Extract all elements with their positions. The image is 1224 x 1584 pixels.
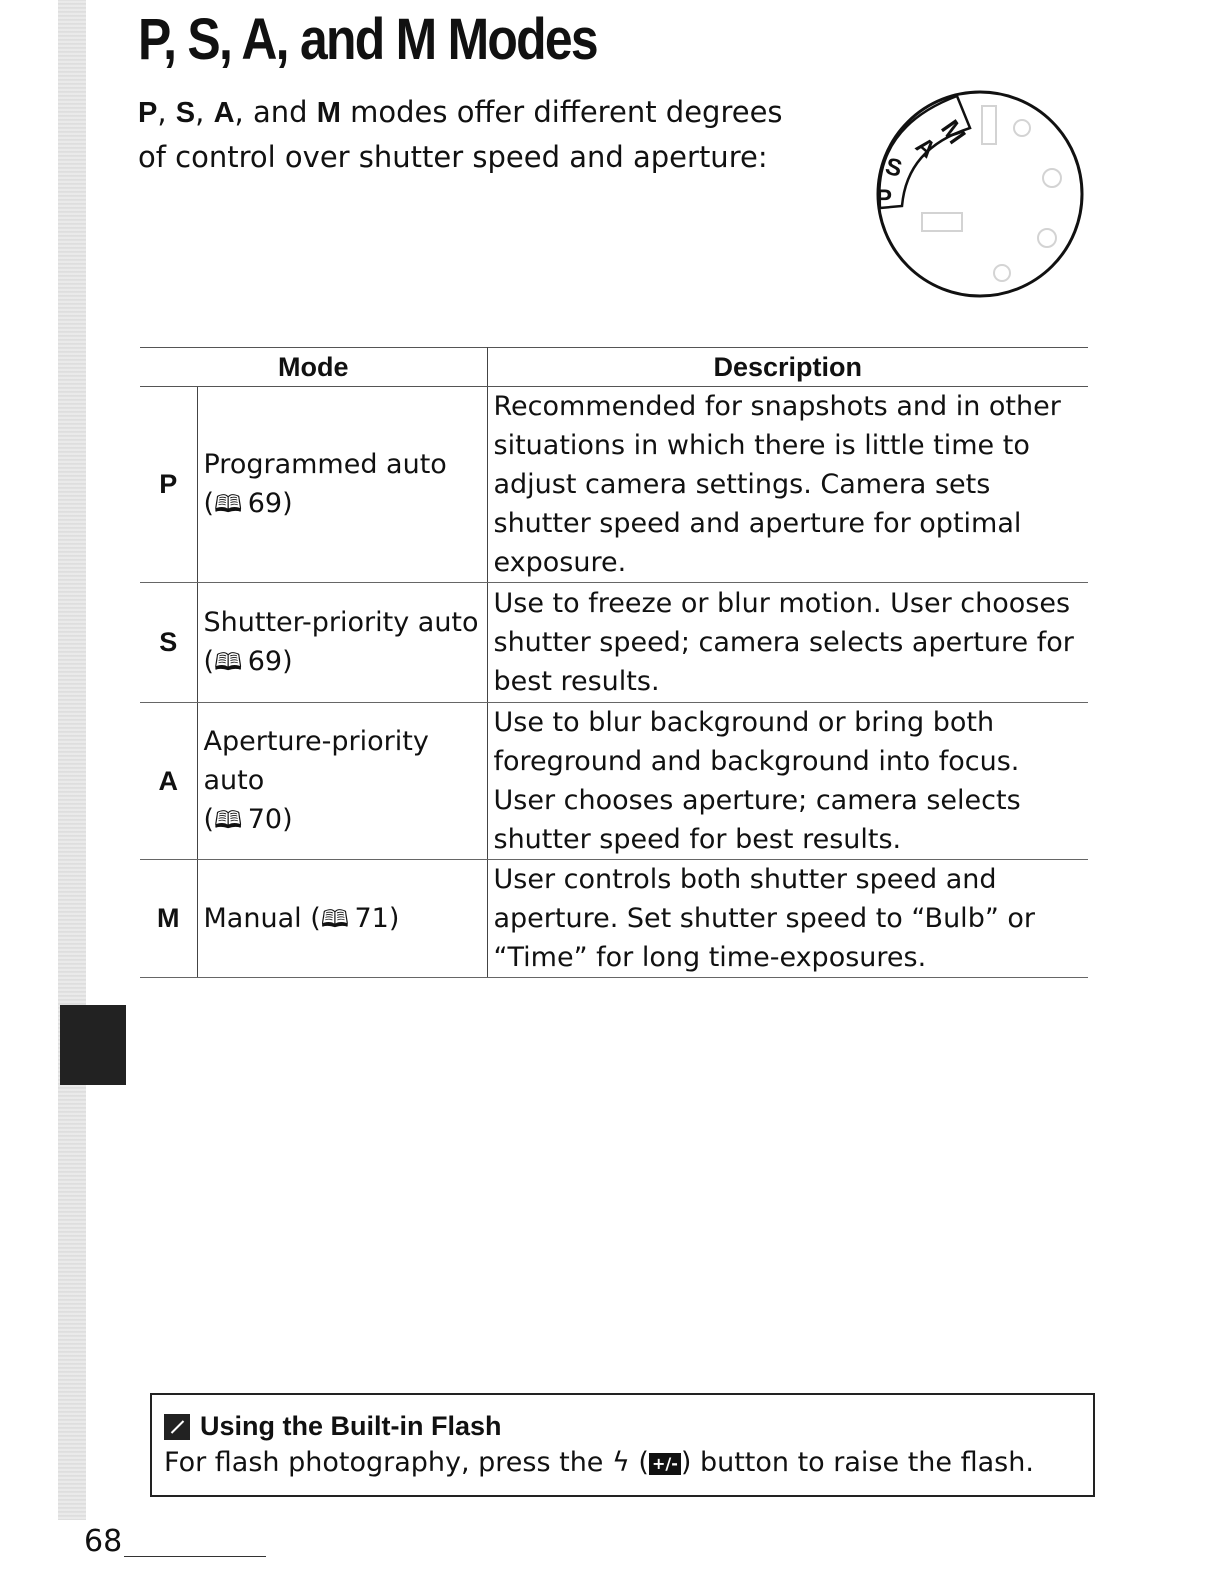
- mode-letter: M: [140, 860, 197, 978]
- mode-letter: S: [140, 583, 197, 703]
- binding-edge: [58, 0, 86, 1520]
- dial-outer-ring: [878, 92, 1082, 296]
- table-row: [140, 387, 1088, 583]
- table-row: [140, 703, 1088, 860]
- page-ref: 70: [247, 804, 283, 835]
- mode-name: Shutter-priority auto: [203, 607, 479, 638]
- intro-and: , and: [234, 95, 317, 129]
- table-row: [140, 860, 1088, 978]
- note-heading: [164, 1411, 502, 1442]
- page-number: 68: [84, 1524, 123, 1559]
- mode-dial-illustration: [862, 88, 1092, 308]
- mode-description: Use to freeze or blur motion. User chooses shutter speed; camera selects aperture for best results.: [487, 583, 1088, 703]
- page-ref: 69: [247, 488, 283, 519]
- note-heading-text: Using the Built-in Flash: [200, 1411, 502, 1441]
- intro-sep-1: ,: [157, 95, 176, 129]
- dial-letter-p: P: [876, 185, 893, 212]
- page-number-rule: [124, 1556, 266, 1557]
- mode-p-label: P: [138, 97, 158, 129]
- intro-paragraph: [138, 90, 818, 179]
- mode-a-label: A: [213, 97, 235, 129]
- mode-name: Programmed auto: [203, 449, 447, 480]
- dial-letter-s: S: [882, 152, 905, 183]
- mode-name-cell: Programmed auto (🕮 69): [197, 387, 487, 583]
- book-icon: 🕮: [214, 806, 243, 834]
- mode-letter: A: [140, 703, 197, 860]
- header-mode: Mode: [140, 348, 487, 387]
- page-ref: 71: [354, 902, 389, 934]
- mode-name-cell: Aperture-priority auto (🕮 70): [197, 703, 487, 860]
- note-body: [164, 1447, 1034, 1478]
- mode-name-cell: Shutter-priority auto (🕮 69): [197, 583, 487, 703]
- modes-table: [140, 347, 1088, 978]
- exposure-compensation-icon: +/-: [649, 1453, 681, 1475]
- pencil-note-icon: [164, 1414, 190, 1440]
- book-icon: 🕮: [320, 904, 350, 933]
- chapter-thumb-tab: [60, 1005, 126, 1085]
- mode-description: User controls both shutter speed and aperture. Set shutter speed to “Bulb” or “Time” for long time-exposures.: [487, 860, 1088, 978]
- mode-name: Aperture-priority auto: [203, 726, 429, 796]
- flash-icon: ϟ: [612, 1447, 630, 1478]
- dial-letter-a: A: [910, 131, 941, 164]
- dial-letter-m: M: [935, 114, 973, 150]
- table-row: [140, 583, 1088, 703]
- mode-name-cell: Manual (🕮 71): [197, 860, 487, 978]
- page-title: P, S, A, and M Modes: [138, 7, 597, 72]
- note-body-after: ) button to raise the flash.: [680, 1447, 1034, 1478]
- book-icon: 🕮: [214, 490, 243, 518]
- mode-description: Recommended for snapshots and in other situations in which there is little time to adjust camera settings. Camera sets shutter speed and aperture for optimal exposure.: [487, 387, 1088, 583]
- page-ref: 69: [247, 646, 283, 677]
- mode-name: Manual: [203, 902, 302, 934]
- mode-description: Use to blur background or bring both foreground and background into focus. User chooses aperture; camera selects shutter speed for best results.: [487, 703, 1088, 860]
- mode-s-label: S: [175, 97, 196, 129]
- intro-text: modes offer different degrees of control over shutter speed and aperture:: [138, 95, 783, 174]
- header-description: Description: [487, 348, 1088, 387]
- book-icon: 🕮: [214, 648, 243, 676]
- note-body-before: For flash photography, press the: [164, 1447, 613, 1478]
- mode-m-label: M: [316, 97, 341, 129]
- mode-letter: P: [140, 387, 197, 583]
- intro-sep-2: ,: [195, 95, 214, 129]
- flash-note-box: [150, 1393, 1095, 1497]
- table-header-row: [140, 348, 1088, 387]
- note-paren-open: (: [629, 1447, 649, 1478]
